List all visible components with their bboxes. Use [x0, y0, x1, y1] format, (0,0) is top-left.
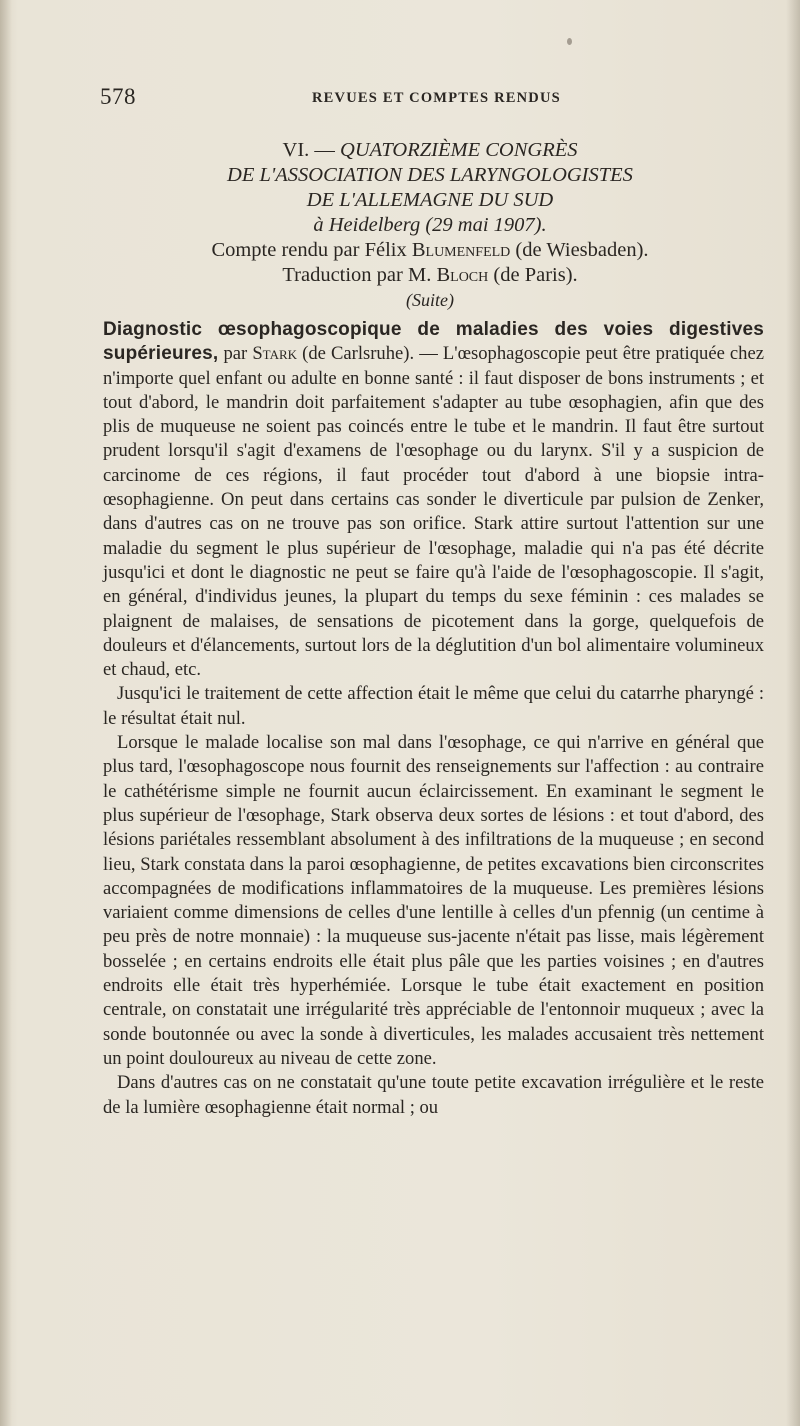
paragraph-4: Dans d'autres cas on ne constatait qu'une toute petite excavation irrégulière et le reste de la lumière œsophagienne était normal ; ou [103, 1072, 764, 1118]
paragraph-1 [103, 318, 764, 682]
continued-note: (Suite) [406, 290, 454, 310]
paragraph-3: Lorsque le malade localise son mal dans l'œsophage, ce qui n'arrive en général que plus tard, l'œsophagoscope nous fournit des renseignements sur l'affection : au contraire le cathétérisme simple ne fournit aucun éclaircissement. En examinant le segment le plus supérieur de l'œsophage, Stark observa deux sortes de lésions : et tout d'abord, des lésions pariétales ressemblant absolument à des infiltrations de la muqueuse ; en second lieu, Stark constata dans la paroi œsophagienne, de petites excavations bien circonscrites accompagnées de modifications inflammatoires de la muqueuse. Les premières lésions variaient comme dimensions de celles d'une lentille à celles d'un pfennig (un centime à peu près de notre monnaie) : la muqueuse sus-jacente n'était pas lisse, mais légèrement bosselée ; en certains endroits elle était plus pâle que les parties voisines ; en d'autres endroits elle était très hyperhémiée. Lorsque le tube était exactement en position centrale, on constatait une irrégularité très appréciable de l'entonnoir muqueux ; avec la sonde boutonnée ou avec la sonde à diverticules, les malades accusaient très nettement un point douloureux au niveau de cette zone. [103, 732, 764, 1069]
ink-speck [567, 38, 572, 45]
association-line: DE L'ASSOCIATION DES LARYNGOLOGISTES [227, 164, 633, 186]
place-date-line: à Heidelberg (29 mai 1907). [313, 214, 547, 236]
article-body [103, 318, 764, 1120]
translator-name: Bloch [436, 264, 489, 286]
article-author-prefix: par [223, 343, 248, 365]
report-author-city: (de Wiesbaden). [515, 239, 649, 261]
section-number-line [100, 138, 760, 163]
article-author-city: (de Carlsruhe). — [302, 343, 438, 365]
region-line: DE L'ALLEMAGNE DU SUD [306, 189, 554, 211]
section-number: VI. — [282, 139, 335, 161]
article-author: Stark [252, 343, 298, 365]
report-author-name: Blumenfeld [411, 239, 511, 261]
page-header [100, 84, 760, 114]
page-gutter-shadow [0, 0, 12, 1426]
translator-line [100, 263, 760, 288]
article-title: Diagnostic œsophagoscopique de maladies des voies digestives supérieures, [103, 319, 764, 365]
translator-prefix: Traduction par M. [282, 264, 432, 286]
report-author-prefix: Compte rendu par Félix [211, 239, 407, 261]
translator-city: (de Paris). [493, 264, 578, 286]
section-title-block [100, 138, 760, 313]
running-head: REVUES ET COMPTES RENDUS [312, 90, 561, 106]
congress-title: QUATORZIÈME CONGRÈS [340, 139, 578, 161]
paragraph-1-text: L'œsophagoscopie peut être pratiquée chez n'importe quel enfant ou adulte en bonne santé : il faut disposer de bons instruments ; et tout d'abord, le mandrin doit parfaitement s'adapter au tube œsophagien, afin que des plis de muqueuse ne soient pas coincés entre le tube et le mandrin. Il faut être surtout prudent lorsqu'il s'agit d'examens de l'œsophage ou du larynx. S'il y a suspicion de carcinome de ces régions, il faut procéder tout d'abord à une biopsie intra-œsophagienne. On peut dans certains cas sonder le diverticule par pulsion de Zenker, dans d'autres cas on ne trouve pas son orifice. Stark attire surtout l'attention sur une maladie du segment le plus supérieur de l'œsophage, maladie qui n'a pas été décrite jusqu'ici et dont le diagnostic ne peut se faire qu'à l'aide de l'œsophagoscopie. Il s'agit, en général, d'individus jeunes, la plupart du temps du sexe féminin : ces malades se plaignent de malaises, de sensations de picotement dans la gorge, quelquefois de douleurs et d'élancements, surtout lors de la déglutition d'un bol alimentaire volumineux et chaud, etc. [103, 343, 764, 681]
page-edge-shadow [786, 0, 800, 1426]
page-number: 578 [100, 84, 136, 109]
report-author-line [100, 238, 760, 263]
paragraph-2: Jusqu'ici le traitement de cette affection était le même que celui du catarrhe pharyngé : le résultat était nul. [103, 683, 764, 729]
